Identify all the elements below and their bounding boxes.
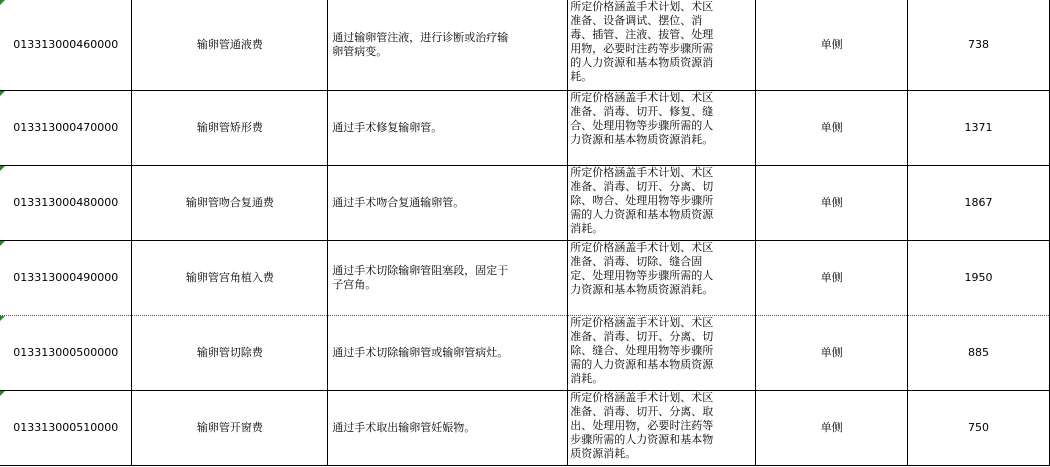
cell-content[interactable]: 所定价格涵盖手术计划、术区准备、消毒、切开、修复、缝合、处理用物等步骤所需的人力资源和基本物质资源消耗。 (568, 90, 756, 165)
cell-description[interactable]: 通过手术取出输卵管妊娠物。 (328, 390, 568, 465)
cell-name[interactable]: 输卵管矫形费 (132, 90, 328, 165)
table-row (0, 165, 1050, 240)
cell-name[interactable]: 输卵管吻合复通费 (132, 165, 328, 240)
cell-name[interactable]: 输卵管宫角植入费 (132, 240, 328, 315)
cell-unit[interactable]: 单侧 (756, 240, 908, 315)
cell-unit[interactable]: 单侧 (756, 390, 908, 465)
cell-price[interactable]: 1867 (908, 165, 1050, 240)
cell-price[interactable]: 750 (908, 390, 1050, 465)
cell-description[interactable]: 通过手术吻合复通输卵管。 (328, 165, 568, 240)
cell-description[interactable]: 通过手术修复输卵管。 (328, 90, 568, 165)
cell-price[interactable]: 738 (908, 0, 1050, 90)
cell-unit[interactable]: 单侧 (756, 315, 908, 390)
cell-code[interactable]: 013313000460000 (0, 0, 132, 90)
error-indicator-icon (0, 0, 5, 5)
cell-content[interactable]: 所定价格涵盖手术计划、术区准备、设备调试、摆位、消毒、插管、注液、拔管、处理用物，必要时注药等步骤所需的人力资源和基本物质资源消耗。 (568, 0, 756, 90)
cell-code[interactable]: 013313000490000 (0, 240, 132, 315)
cell-price[interactable]: 1371 (908, 90, 1050, 165)
cell-description[interactable]: 通过手术切除输卵管或输卵管病灶。 (328, 315, 568, 390)
cell-code[interactable]: 013313000480000 (0, 165, 132, 240)
cell-price[interactable]: 885 (908, 315, 1050, 390)
error-indicator-icon (0, 391, 5, 396)
cell-name[interactable]: 输卵管通液费 (132, 0, 328, 90)
error-indicator-icon (0, 241, 5, 246)
cell-content[interactable]: 所定价格涵盖手术计划、术区准备、消毒、切开、分离、切除、缝合、处理用物等步骤所需的人力资源和基本物质资源消耗。 (568, 315, 756, 390)
error-indicator-icon (0, 316, 5, 321)
cell-name[interactable]: 输卵管切除费 (132, 315, 328, 390)
cell-code[interactable]: 013313000510000 (0, 390, 132, 465)
table-row (0, 0, 1050, 90)
error-indicator-icon (0, 166, 5, 171)
table-row (0, 240, 1050, 315)
cell-content[interactable]: 所定价格涵盖手术计划、术区准备、消毒、切开、分离、取出、处理用物，必要时注药等步骤所需的人力资源和基本物质资源消耗。 (568, 390, 756, 465)
cell-description[interactable]: 通过手术切除输卵管阻塞段，固定于子宫角。 (328, 240, 568, 315)
cell-unit[interactable]: 单侧 (756, 90, 908, 165)
cell-content[interactable]: 所定价格涵盖手术计划、术区准备、消毒、切除、缝合固定、处理用物等步骤所需的人力资源和基本物质资源消耗。 (568, 240, 756, 315)
error-indicator-icon (0, 91, 5, 96)
cell-name[interactable]: 输卵管开窗费 (132, 390, 328, 465)
table-row (0, 90, 1050, 165)
cell-unit[interactable]: 单侧 (756, 165, 908, 240)
cell-content[interactable]: 所定价格涵盖手术计划、术区准备、消毒、切开、分离、切除、吻合、处理用物等步骤所需的人力资源和基本物质资源消耗。 (568, 165, 756, 240)
cell-description[interactable]: 通过输卵管注液，进行诊断或治疗输卵管病变。 (328, 0, 568, 90)
table-row (0, 390, 1050, 465)
cell-code[interactable]: 013313000500000 (0, 315, 132, 390)
cell-code[interactable]: 013313000470000 (0, 90, 132, 165)
cell-price[interactable]: 1950 (908, 240, 1050, 315)
table-row (0, 315, 1050, 390)
cell-unit[interactable]: 单侧 (756, 0, 908, 90)
